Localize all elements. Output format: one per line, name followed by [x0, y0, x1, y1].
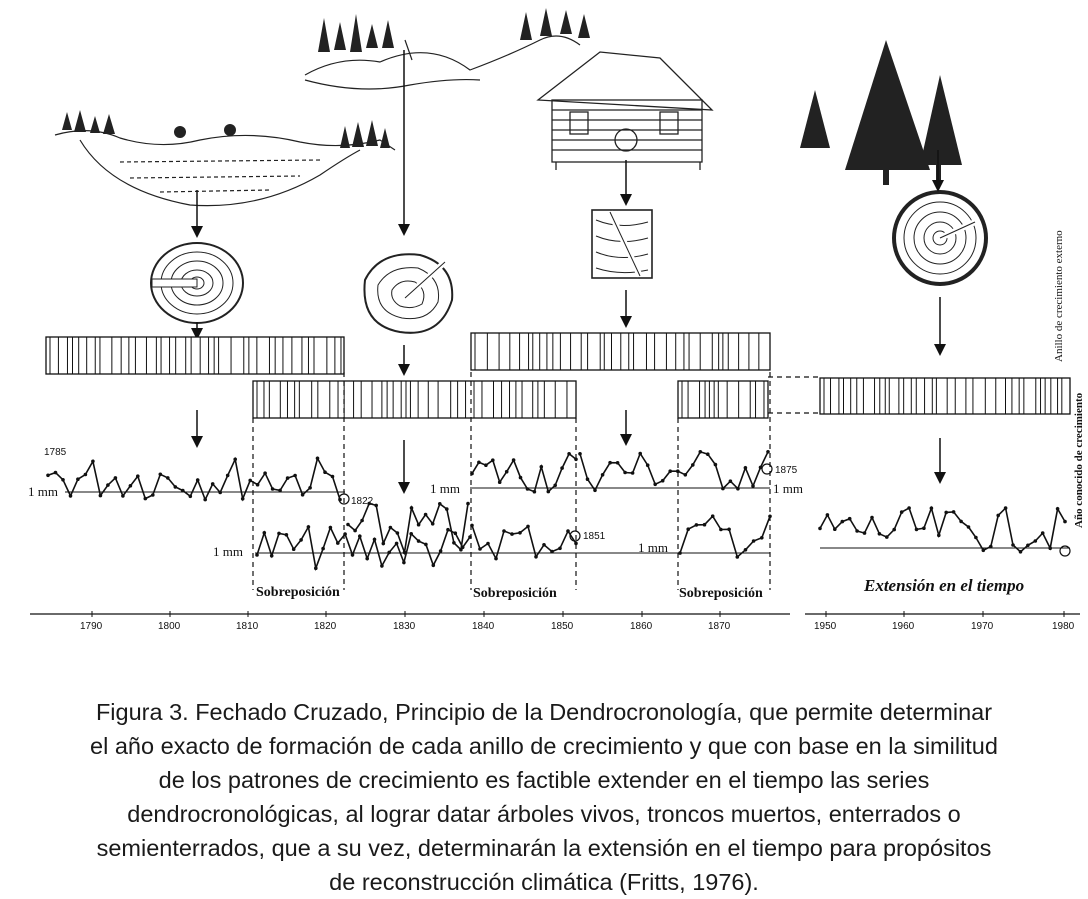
overlap-label-3: Sobreposición — [679, 586, 763, 601]
ring-strip — [46, 337, 344, 374]
ring-width-strips — [46, 333, 1070, 418]
axis-year-label: 1840 — [472, 621, 495, 632]
side-label-known-year: Año conocido de crecimiento — [1073, 392, 1085, 528]
end-year-1822: 1822 — [351, 496, 374, 507]
ring-width-curve-series-5 — [818, 506, 1067, 553]
unit-label-series-1: 1 mm — [28, 484, 58, 499]
caption-line: semienterrados, que a su vez, determinarán la extensión en el tiempo para propósitos — [96, 835, 992, 861]
figure-caption — [0, 695, 1088, 899]
axis-year-label: 1850 — [551, 621, 574, 632]
ring-width-curve-series-2a — [255, 525, 472, 570]
cross-section-living-tree — [894, 192, 986, 284]
caption-line: el año exacto de formación de cada anillo de crecimiento y que con base en la similitud — [90, 733, 998, 759]
axis-year-label: 1960 — [892, 621, 915, 632]
caption-line: dendrocronológicas, al lograr datar árboles vivos, troncos muertos, enterrados o — [127, 801, 961, 827]
overlap-label-1: Sobreposición — [256, 585, 340, 600]
cross-section-lake-log — [151, 243, 243, 323]
axis-year-label: 1970 — [971, 621, 994, 632]
ring-width-curve-series-3 — [470, 452, 578, 494]
caption-line: de los patrones de crecimiento es factible extender en el tiempo las series — [158, 767, 930, 793]
end-year-1875: 1875 — [775, 465, 798, 476]
axis-year-label: 1800 — [158, 621, 181, 632]
unit-label-series-4: 1 mm — [773, 481, 803, 496]
ring-strip — [253, 381, 576, 418]
cross-section-cabin-beam — [592, 210, 652, 278]
axis-year-label: 1980 — [1052, 621, 1075, 632]
ring-width-curve-series-3b — [470, 524, 578, 561]
axis-year-label: 1810 — [236, 621, 259, 632]
side-label-outer-ring: Anillo de crecimiento externo — [1053, 230, 1065, 362]
unit-label-series-3: 1 mm — [430, 481, 460, 496]
ring-strip — [678, 381, 768, 418]
unit-label-series-3b: 1 mm — [638, 540, 668, 555]
axis-year-label: 1830 — [393, 621, 416, 632]
hillside-scene-illustration — [305, 8, 590, 89]
ring-width-curve-series-1 — [46, 457, 342, 502]
ring-width-curve-series-4b — [678, 514, 772, 558]
caption-line: de reconstrucción climática (Fritts, 1976). — [329, 869, 759, 895]
axis-year-label: 1860 — [630, 621, 653, 632]
caption-line: Figura 3. Fechado Cruzado, Principio de la Dendrocronología, que permite determinar — [95, 699, 993, 725]
axis-year-label: 1790 — [80, 621, 103, 632]
time-axis — [30, 611, 1080, 632]
ring-width-curve-series-4 — [578, 450, 770, 492]
extension-in-time-label: Extensión en el tiempo — [864, 576, 1025, 595]
known-year-marker — [762, 464, 772, 474]
start-year-1785: 1785 — [44, 447, 67, 458]
axis-year-label: 1870 — [708, 621, 731, 632]
ring-width-curves — [46, 450, 1070, 570]
axis-year-label: 1820 — [314, 621, 337, 632]
end-year-1851: 1851 — [583, 531, 606, 542]
lake-scene-illustration — [55, 110, 395, 206]
ring-strip — [471, 333, 770, 370]
log-cabin-illustration — [538, 52, 712, 170]
cross-section-dead-trunk — [364, 254, 452, 333]
overlap-label-2: Sobreposición — [473, 586, 557, 601]
ring-strip — [820, 378, 1070, 414]
flow-arrows — [197, 50, 940, 488]
unit-label-series-2: 1 mm — [213, 544, 243, 559]
axis-year-label: 1950 — [814, 621, 837, 632]
